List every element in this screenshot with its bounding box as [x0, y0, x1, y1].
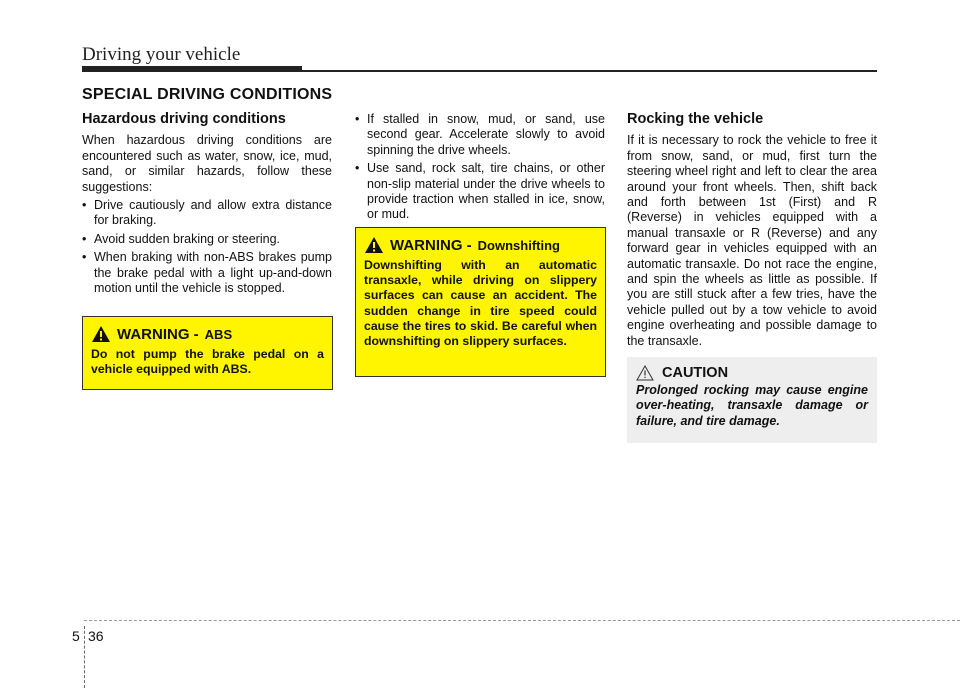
warning-abs-body: Do not pump the brake pedal on a vehicle equipped with ABS. [91, 347, 324, 377]
warning-label: WARNING - [390, 236, 472, 254]
header-bar [82, 66, 302, 72]
hazardous-heading: Hazardous driving conditions [82, 111, 286, 127]
hazardous-section [82, 112, 332, 299]
warning-abs-box [82, 316, 333, 390]
list-item: • When braking with non-ABS brakes pump the brake pedal with a light up-and-down motion until the vehicle is stopped. [82, 250, 332, 296]
caution-box [627, 357, 877, 443]
chapter-number: 5 [72, 628, 80, 644]
rocking-heading: Rocking the vehicle [627, 111, 764, 127]
caution-icon [636, 365, 654, 381]
footer-rule [84, 620, 960, 621]
header-rule [300, 70, 877, 72]
hazardous-list [82, 198, 332, 296]
footer-divider [84, 626, 86, 688]
warning-downshift-header [364, 236, 597, 254]
warning-subtitle: Downshifting [477, 237, 560, 253]
stall-list [355, 112, 605, 223]
warning-label: WARNING - [117, 325, 199, 343]
chapter-title: Driving your vehicle [82, 44, 241, 65]
caution-header [636, 365, 868, 381]
caution-body: Prolonged rocking may cause engine over-heating, transaxle damage or failure, and tire damage. [636, 383, 868, 428]
warning-icon [364, 236, 384, 254]
list-item: • Avoid sudden braking or steering. [82, 232, 332, 247]
list-item: • Drive cautiously and allow extra distance for braking. [82, 198, 332, 229]
rocking-section [627, 112, 877, 349]
page-number: 36 [88, 628, 104, 644]
list-item: • If stalled in snow, mud, or sand, use second gear. Accelerate slowly to avoid spinning the drive wheels. [355, 112, 605, 158]
warning-abs-header [91, 325, 324, 343]
rocking-body: If it is necessary to rock the vehicle to free it from snow, sand, or mud, first turn the steering wheel right and left to clear the area around your front wheels. Then, shift back and forth between 1st (First) and R (Reverse) in vehicles equipped with a manual transaxle or R (Reverse) and any forward gear in vehicles equipped with an automatic transaxle. Do not race the engine, and spin the wheels as little as possible. If you are still stuck after a few tries, have the vehicle pulled out by a tow vehicle to avoid engine overheating and possible damage to the transaxle. [627, 133, 877, 348]
warning-downshift-body: Downshifting with an automatic transaxle, while driving on slippery surfaces can cause an accident. The sudden change in tire speed could cause the tires to skid. Be careful when downshifting on slippery surfaces. [364, 258, 597, 349]
caution-label: CAUTION [662, 365, 729, 381]
warning-subtitle: ABS [204, 326, 233, 342]
list-item: • Use sand, rock salt, tire chains, or other non-slip material under the drive wheels to provide traction when stalled in ice, snow, or mud. [355, 161, 605, 223]
section-title: SPECIAL DRIVING CONDITIONS [82, 86, 333, 103]
warning-icon [91, 325, 111, 343]
warning-downshift-box [355, 227, 606, 377]
hazardous-intro: When hazardous driving conditions are encountered such as water, snow, ice, mud, sand, or similar hazards, follow these suggestions: [82, 133, 332, 194]
stall-tips [355, 112, 605, 226]
